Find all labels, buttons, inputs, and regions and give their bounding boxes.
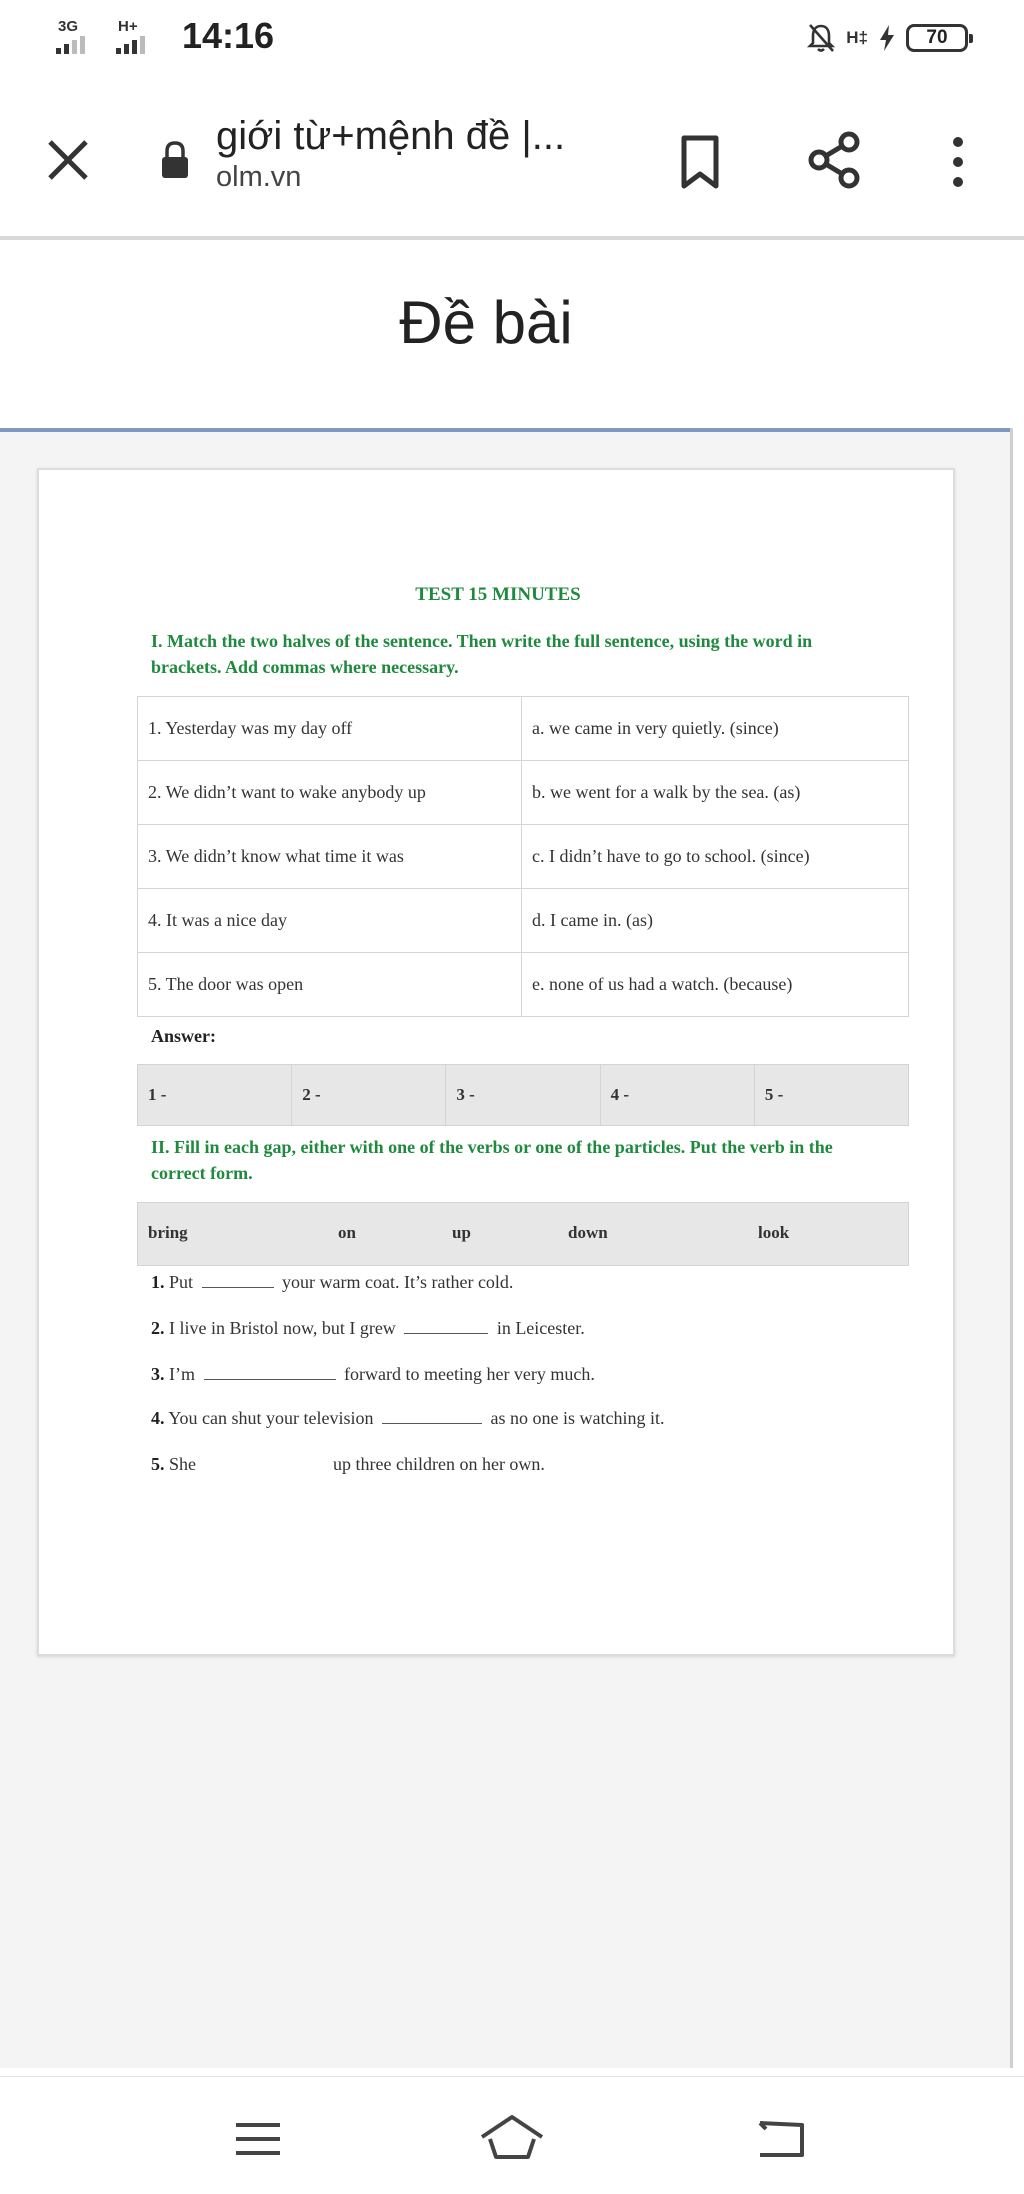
answer-slot: 3 -: [446, 1065, 600, 1125]
answer-row: [137, 1064, 909, 1126]
fill-item: [151, 1272, 513, 1293]
scroll-edge: [1010, 428, 1013, 2068]
more-vertical-icon: [940, 132, 976, 192]
fill-gap: [382, 1410, 482, 1424]
word-bank-item: up: [452, 1223, 471, 1242]
table-cell: b. we went for a walk by the sea. (as): [522, 761, 909, 825]
fill-item-text: I’m: [169, 1364, 195, 1384]
table-cell: d. I came in. (as): [522, 889, 909, 953]
table-cell: 2. We didn’t want to wake anybody up: [138, 761, 522, 825]
table-cell: 5. The door was open: [138, 953, 522, 1017]
bookmark-icon: [676, 130, 724, 194]
fill-item: [151, 1408, 665, 1429]
fill-item: [151, 1454, 545, 1475]
fill-item-text: You can shut your television: [168, 1408, 374, 1428]
fill-item-text: your warm coat. It’s rather cold.: [282, 1272, 514, 1292]
address-area[interactable]: [216, 114, 616, 194]
fill-gap: [204, 1366, 336, 1380]
page-url: olm.vn: [216, 161, 302, 193]
answer-label: Answer:: [151, 1026, 216, 1046]
home-icon: [476, 2103, 548, 2175]
signal-bars-icon: [56, 36, 85, 54]
charging-bolt-icon: [878, 24, 896, 52]
fill-item-number: 4.: [151, 1408, 165, 1428]
fill-item-text: up three children on her own.: [333, 1454, 545, 1474]
fill-item-number: 2.: [151, 1318, 165, 1338]
word-bank-item: look: [758, 1223, 790, 1242]
table-row: [138, 761, 909, 825]
word-bank: [137, 1202, 909, 1266]
fill-item-text: in Leicester.: [496, 1318, 585, 1338]
worksheet-image: [37, 468, 955, 1656]
share-button[interactable]: [805, 128, 865, 192]
mute-bell-icon: [806, 22, 836, 54]
fill-item-text: I live in Bristol now, but I grew: [169, 1318, 396, 1338]
table-row: [138, 889, 909, 953]
fill-gap: [202, 1274, 274, 1288]
answer-slot: 5 -: [764, 1085, 784, 1104]
share-icon: [805, 128, 865, 192]
table-cell: 3. We didn’t know what time it was: [138, 825, 522, 889]
fill-item: [151, 1364, 595, 1385]
worksheet-title: TEST 15 MINUTES: [415, 584, 581, 605]
table-cell: c. I didn’t have to go to school. (since): [522, 825, 909, 889]
fill-item-text: Put: [169, 1272, 194, 1292]
fill-item-number: 1.: [151, 1272, 165, 1292]
network-type-1: 3G: [58, 18, 79, 35]
table-row: [138, 825, 909, 889]
battery-indicator: [906, 24, 968, 52]
signal-bars-icon: [116, 36, 145, 54]
table-row: [138, 953, 909, 1017]
signal-hplus: [116, 18, 158, 58]
section-heading: Đề bài: [399, 289, 573, 356]
section2-instructions: II. Fill in each gap, either with one of the verbs or one of the particles. Put the verb in the correct form.: [151, 1137, 833, 1183]
menu-lines-icon: [222, 2103, 294, 2175]
table-cell: e. none of us had a watch. (because): [522, 953, 909, 1017]
word-bank-item: on: [338, 1223, 356, 1242]
status-left: [56, 15, 275, 58]
word-bank-item: bring: [148, 1223, 188, 1242]
fill-item-text: She: [169, 1454, 196, 1474]
network-type-3: H‡: [846, 28, 868, 47]
more-options-button[interactable]: [940, 132, 976, 192]
lock-icon: [160, 140, 190, 180]
back-icon: [744, 2103, 816, 2175]
status-right: [806, 22, 968, 54]
clock: 14:16: [182, 15, 275, 56]
table-cell: 4. It was a nice day: [138, 889, 522, 953]
fill-item-number: 5.: [151, 1454, 165, 1474]
fill-item: [151, 1318, 585, 1339]
bookmark-button[interactable]: [676, 130, 724, 194]
answer-slot: 2 -: [292, 1065, 446, 1125]
battery-level: 70: [926, 27, 948, 48]
answer-slot: 1 -: [138, 1065, 292, 1125]
browser-toolbar: [0, 80, 1024, 240]
table-cell: 1. Yesterday was my day off: [138, 697, 522, 761]
close-icon: [40, 132, 96, 188]
word-bank-item: down: [568, 1223, 608, 1242]
status-bar: [0, 0, 1024, 80]
table-row: [138, 697, 909, 761]
fill-gap: [404, 1320, 488, 1334]
table-cell: a. we came in very quietly. (since): [522, 697, 909, 761]
close-button[interactable]: [40, 132, 96, 188]
fill-item-text: forward to meeting her very much.: [344, 1364, 595, 1384]
answer-slot: 4 -: [601, 1065, 755, 1125]
recents-button[interactable]: [222, 2103, 294, 2175]
system-nav-bar: [0, 2076, 1024, 2194]
signal-3g: [56, 18, 98, 58]
fill-item-text: as no one is watching it.: [490, 1408, 665, 1428]
page-title: giới từ+mệnh đề |...: [216, 114, 566, 158]
back-button[interactable]: [744, 2103, 816, 2175]
matching-table: [137, 696, 909, 1017]
fill-item-number: 3.: [151, 1364, 165, 1384]
section1-instructions: I. Match the two halves of the sentence. Then write the full sentence, using the word in brackets. Add commas where necessary.: [151, 631, 813, 677]
home-button[interactable]: [476, 2103, 548, 2175]
network-type-2: H+: [118, 18, 138, 35]
fill-gap: [205, 1456, 325, 1470]
